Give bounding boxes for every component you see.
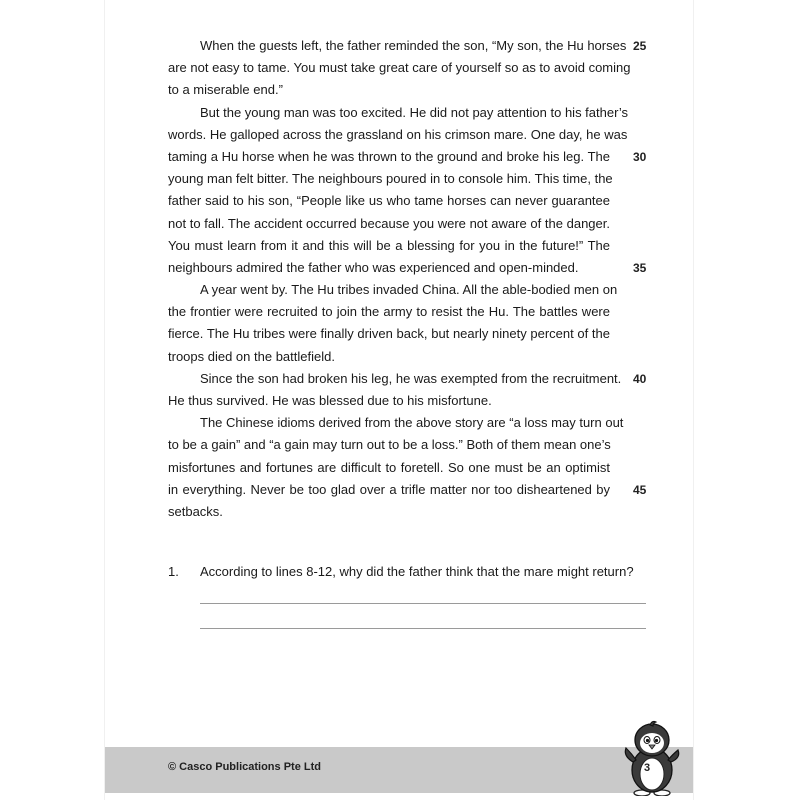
penguin-mascot-icon	[620, 720, 684, 796]
passage-line-text: father said to his son, “People like us who tame horses can never guarantee	[168, 193, 610, 209]
passage-line-text: When the guests left, the father reminded the son, “My son, the Hu horses	[200, 38, 627, 53]
passage-line	[168, 213, 610, 235]
passage-line	[168, 501, 610, 523]
passage-line	[168, 79, 610, 101]
passage-paragraph	[168, 279, 618, 368]
passage-line	[168, 146, 647, 168]
passage-line-text: neighbours admired the father who was experienced and open-minded.	[168, 259, 579, 275]
line-number: 35	[633, 260, 647, 275]
passage-line	[168, 102, 629, 124]
passage-line-text: fierce. The Hu tribes were finally driven back, but nearly ninety percent of the	[168, 326, 610, 342]
passage-line-text: the frontier were recruited to join the army to resist the Hu. The battles were	[168, 304, 610, 320]
passage-line-text: You must learn from it and this will be a blessing for you in the future!” The	[168, 237, 610, 253]
passage-line-text: not to fall. The accident occurred because you were not aware of the danger.	[168, 215, 610, 231]
passage-line-text: to a miserable end.”	[168, 82, 283, 98]
passage-paragraph	[168, 35, 647, 102]
passage-line-text: to be a gain” and “a gain may turn out to be a loss.” Both of them mean one’s	[168, 437, 611, 453]
passage-line	[168, 390, 610, 412]
passage-line	[168, 35, 647, 57]
passage-line-text: setbacks.	[168, 503, 223, 519]
passage-line	[168, 168, 613, 190]
passage-line	[168, 346, 610, 368]
line-number: 40	[633, 371, 647, 386]
passage-paragraph	[168, 102, 647, 280]
passage-line-text: words. He galloped across the grassland on his crimson mare. One day, he was	[168, 126, 628, 142]
line-number: 45	[633, 482, 647, 497]
passage-paragraph	[168, 368, 647, 412]
answer-line[interactable]	[200, 628, 646, 629]
question-text: According to lines 8-12, why did the father think that the mare might return?	[200, 564, 634, 579]
passage-line	[168, 279, 618, 301]
passage-line-text: in everything. Never be too glad over a trifle matter nor too disheartened by	[168, 481, 610, 497]
reading-passage	[168, 35, 647, 523]
copyright-text: © Casco Publications Pte Ltd	[168, 761, 321, 773]
passage-line-text: misfortunes and fortunes are difficult to foretell. So one must be an optimist	[168, 459, 610, 475]
passage-line-text: troops died on the battlefield.	[168, 348, 335, 364]
passage-line	[168, 124, 628, 146]
page-number: 3	[643, 762, 651, 774]
question-number: 1.	[168, 564, 179, 579]
passage-line	[168, 412, 624, 434]
passage-line-text: The Chinese idioms derived from the above story are “a loss may turn out	[200, 415, 624, 431]
passage-line-text: But the young man was too excited. He did not pay attention to his father’s	[200, 104, 629, 120]
passage-line	[168, 479, 647, 501]
passage-line	[168, 57, 631, 79]
passage-line	[168, 257, 647, 279]
passage-line	[168, 368, 647, 390]
passage-line-text: are not easy to tame. You must take great care of yourself so as to avoid coming	[168, 60, 631, 76]
line-number: 30	[633, 149, 647, 164]
passage-line-text: He thus survived. He was blessed due to his misfortune.	[168, 393, 492, 408]
passage-line	[168, 434, 610, 456]
passage-line	[168, 323, 610, 345]
passage-paragraph	[168, 412, 647, 523]
passage-line-text: taming a Hu horse when he was thrown to the ground and broke his leg. The	[168, 148, 610, 164]
passage-line-text: Since the son had broken his leg, he was exempted from the recruitment.	[200, 370, 622, 386]
passage-line-text: A year went by. The Hu tribes invaded China. All the able-bodied men on	[200, 282, 618, 298]
footer-bar	[105, 747, 693, 793]
passage-line	[168, 301, 610, 323]
answer-line[interactable]	[200, 603, 646, 604]
passage-line	[168, 457, 610, 479]
passage-line-text: young man felt bitter. The neighbours poured in to console him. This time, the	[168, 171, 613, 187]
passage-line	[168, 235, 610, 257]
line-number: 25	[633, 39, 647, 53]
passage-line	[168, 190, 610, 212]
